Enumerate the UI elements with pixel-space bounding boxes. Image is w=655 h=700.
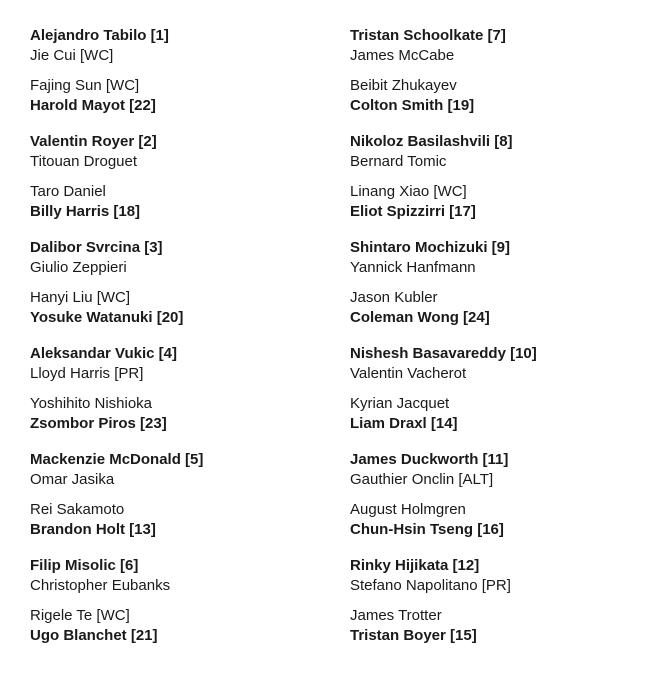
draw-section	[350, 238, 650, 328]
seeded-player-name: Nikoloz Basilashvili [8]	[350, 133, 513, 150]
seeded-player-name: Billy Harris [18]	[30, 203, 141, 220]
draw-section	[30, 238, 330, 328]
draw-section	[30, 132, 330, 222]
seeded-player-name: Alejandro Tabilo [1]	[30, 27, 169, 44]
seeded-player-name: Ugo Blanchet [21]	[30, 627, 158, 644]
seeded-player-name: Harold Mayot [22]	[30, 97, 156, 114]
draw-section	[350, 344, 650, 434]
match-gap	[30, 278, 330, 288]
match	[350, 26, 650, 66]
player-name: Rigele Te [WC]	[30, 607, 130, 624]
match	[350, 450, 650, 490]
player-name: Hanyi Liu [WC]	[30, 289, 131, 306]
seeded-player-name: Yosuke Watanuki [20]	[30, 309, 184, 326]
player-name: Yannick Hanfmann	[350, 259, 476, 276]
player-name: Kyrian Jacquet	[350, 395, 450, 412]
seeded-player-name: Brandon Holt [13]	[30, 521, 156, 538]
match	[30, 500, 330, 540]
left-column	[30, 26, 330, 662]
seeded-player-name: Filip Misolic [6]	[30, 557, 139, 574]
draw-section	[30, 450, 330, 540]
seeded-player-name: Aleksandar Vukic [4]	[30, 345, 178, 362]
player-name: Valentin Vacherot	[350, 365, 467, 382]
seeded-player-name: Valentin Royer [2]	[30, 133, 157, 150]
match-gap	[30, 596, 330, 606]
right-column	[350, 26, 650, 662]
match-gap	[30, 490, 330, 500]
match-gap	[350, 490, 650, 500]
player-name: Omar Jasika	[30, 471, 115, 488]
match	[350, 76, 650, 116]
seeded-player-name: Dalibor Svrcina [3]	[30, 239, 163, 256]
seeded-player-name: James Duckworth [11]	[350, 451, 509, 468]
player-name: Giulio Zeppieri	[30, 259, 127, 276]
player-name: Beibit Zhukayev	[350, 77, 457, 94]
seeded-player-name: Shintaro Mochizuki [9]	[350, 239, 511, 256]
seeded-player-name: Rinky Hijikata [12]	[350, 557, 480, 574]
draw-section	[350, 132, 650, 222]
match	[30, 26, 330, 66]
seeded-player-name: Zsombor Piros [23]	[30, 415, 167, 432]
player-name: Fajing Sun [WC]	[30, 77, 140, 94]
match-gap	[350, 384, 650, 394]
draw-section	[350, 556, 650, 646]
match	[350, 238, 650, 278]
player-name: Rei Sakamoto	[30, 501, 125, 518]
player-name: James McCabe	[350, 47, 455, 64]
match	[350, 500, 650, 540]
player-name: Lloyd Harris [PR]	[30, 365, 144, 382]
match	[30, 450, 330, 490]
draw-section	[350, 26, 650, 116]
player-name: Christopher Eubanks	[30, 577, 171, 594]
match	[30, 344, 330, 384]
match-gap	[350, 66, 650, 76]
player-name: James Trotter	[350, 607, 442, 624]
match	[30, 288, 330, 328]
match	[350, 344, 650, 384]
player-name: Gauthier Onclin [ALT]	[350, 471, 494, 488]
match	[30, 606, 330, 646]
match-gap	[350, 596, 650, 606]
draw-section	[350, 450, 650, 540]
match	[30, 132, 330, 172]
seeded-player-name: Tristan Schoolkate [7]	[350, 27, 506, 44]
match	[30, 394, 330, 434]
match	[350, 556, 650, 596]
seeded-player-name: Nishesh Basavareddy [10]	[350, 345, 537, 362]
seeded-player-name: Chun-Hsin Tseng [16]	[350, 521, 504, 538]
match-gap	[30, 172, 330, 182]
player-name: Titouan Droguet	[30, 153, 138, 170]
match	[350, 132, 650, 172]
player-name: Bernard Tomic	[350, 153, 447, 170]
draw-section	[30, 344, 330, 434]
seeded-player-name: Eliot Spizzirri [17]	[350, 203, 476, 220]
match-gap	[30, 384, 330, 394]
match-gap	[350, 278, 650, 288]
player-name: Taro Daniel	[30, 183, 106, 200]
player-name: August Holmgren	[350, 501, 466, 518]
seeded-player-name: Colton Smith [19]	[350, 97, 475, 114]
match-gap	[30, 66, 330, 76]
match	[350, 394, 650, 434]
player-name: Jie Cui [WC]	[30, 47, 114, 64]
seeded-player-name: Liam Draxl [14]	[350, 415, 458, 432]
match	[350, 182, 650, 222]
draw-section	[30, 556, 330, 646]
player-name: Linang Xiao [WC]	[350, 183, 467, 200]
player-name: Yoshihito Nishioka	[30, 395, 153, 412]
seeded-player-name: Tristan Boyer [15]	[350, 627, 477, 644]
player-name: Jason Kubler	[350, 289, 438, 306]
seeded-player-name: Mackenzie McDonald [5]	[30, 451, 204, 468]
match	[30, 556, 330, 596]
match	[350, 288, 650, 328]
seeded-player-name: Coleman Wong [24]	[350, 309, 490, 326]
match	[350, 606, 650, 646]
player-name: Stefano Napolitano [PR]	[350, 577, 511, 594]
match	[30, 76, 330, 116]
draw-section	[30, 26, 330, 116]
match-gap	[350, 172, 650, 182]
match	[30, 238, 330, 278]
match	[30, 182, 330, 222]
